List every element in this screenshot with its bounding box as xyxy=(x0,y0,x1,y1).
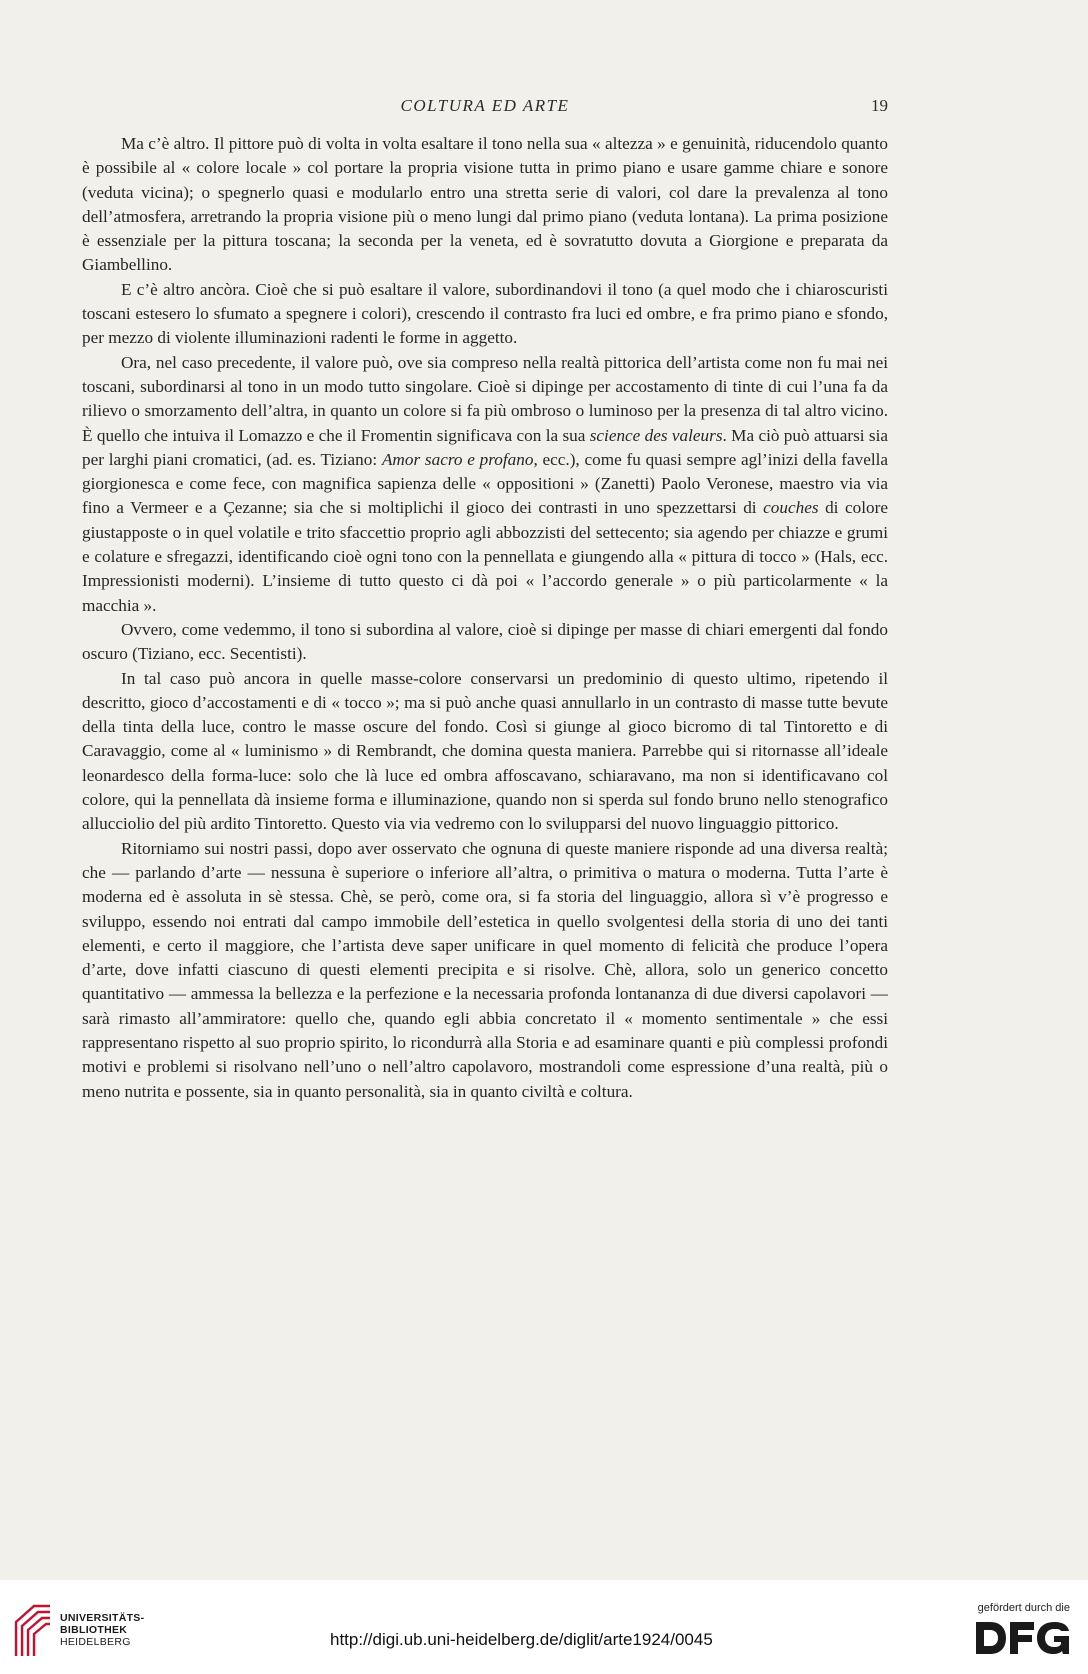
dfg-logo-icon[interactable] xyxy=(974,1620,1070,1656)
text-run: di colore giustapposte o in quel volatile e trito sfaccettio proprio agli abbozzisti del settecento; sia agendo per chiazze e grumi e colature e sfregazzi, identificando cioè ogni tono con la pennellata e giungendo alla « pittura di tocco » (Hals, ecc. Impressionisti moderni). L’insieme di tutto questo ci dà poi « l’accordo generale » o più particolarmente « la macchia ». xyxy=(82,498,888,615)
source-url-link[interactable]: http://digi.ub.uni-heidelberg.de/diglit/arte1924/0045 xyxy=(330,1630,713,1649)
text-run: . Ma ciò può attuarsi sia per larghi piani cromatici, (ad. es. Tiziano: xyxy=(82,425,888,469)
library-line-2: BIBLIOTHEK xyxy=(60,1624,128,1636)
funder-block xyxy=(950,1602,1070,1656)
funder-caption: gefördert durch die xyxy=(977,1602,1070,1614)
paragraph xyxy=(82,351,888,618)
paragraph xyxy=(82,278,888,351)
library-line-1: UNIVERSITÄTS- xyxy=(60,1612,145,1624)
paragraph xyxy=(82,667,888,837)
italic-text: Amor sacro e profano xyxy=(381,449,534,469)
italic-text: couches xyxy=(763,498,819,518)
text-run: , ecc.), come fu quasi sempre agl’inizi della favella giorgionesca e come fece, con magnifica sapienza delle « oppositioni » (Zanetti) Paolo Veronese, maestro via via fino a Vermeer e a Çezanne; sia che si moltiplichi il gioco dei contrasti in uno spezzettarsi di xyxy=(82,449,889,518)
text-run: In tal caso può ancora in quelle masse-colore conservarsi un predominio di questo ultimo, ripetendo il descritto, gioco d’accostamenti e di « tocco »; ma si può anche quasi annullarlo in un contrasto di masse tutte bevute della tinta della luce, contro le masse oscure del fondo. Così si giunge al gioco bicromo di tal Tintoretto e di Caravaggio, come al « luminismo » di Rembrandt, che domina questa maniera. Parrebbe qui si ritornasse all’ideale leonardesco della forma-luce: solo che là luce ed ombra affoscavano, schiaravano, ma non si identificavano col colore, qui la pennellata dà insieme forma e illuminazione, quando non si sperda sul fondo bruno nello stenografico allucciolio del più ardito Tintoretto. Questo via via vedremo con lo svilupparsi del nuovo linguaggio pittorico. xyxy=(82,668,888,834)
page-number: 19 xyxy=(871,96,888,115)
text-run: E c’è altro ancòra. Cioè che si può esaltare il valore, subordinandovi il tono (a quel modo che i chiaroscuristi toscani estesero lo sfumato a spegnere i colori), crescendo il contrasto fra luci ed ombre, e fra primo piano e sfondo, per mezzo di violente illuminazioni radenti le forme in aggetto. xyxy=(82,279,888,348)
library-line-3: HEIDELBERG xyxy=(60,1636,131,1648)
running-title: COLTURA ED ARTE xyxy=(400,96,570,115)
body-text xyxy=(82,132,888,1104)
text-run: Ovvero, come vedemmo, il tono si subordina al valore, cioè si dipinge per masse di chiari emergenti dal fondo oscuro (Tiziano, ecc. Secentisti). xyxy=(82,619,888,664)
page-header xyxy=(82,96,888,120)
italic-text: science des valeurs xyxy=(589,425,723,445)
footer xyxy=(0,1580,1088,1674)
ub-heidelberg-logo-icon xyxy=(12,1600,54,1658)
paragraph xyxy=(82,618,888,667)
text-run: Ora, nel caso precedente, il valore può, ove sia compreso nella realtà pittorica dell’artista come non fu mai nei toscani, subordinarsi al tono in un modo tutto singolare. Cioè si dipinge per accostamento di tinte di cui l’una fa da rilievo o smorzamento dell’altra, in quanto un colore si fa più ombroso o luminoso per la presenza di tal altro vicino. È quello che intuiva il Lomazzo e che il Fromentin significava con la sua xyxy=(82,352,888,445)
text-run: Ma c’è altro. Il pittore può di volta in volta esaltare il tono nella sua « altezza » e genuinità, riducendolo quanto è possibile al « colore locale » col portare la propria visione tutta in primo piano e usare gamme chiare e sonore (veduta vicina); o spegnerlo quasi e modularlo entro una stretta serie di valori, col dare la prevalenza al tono dell’atmosfera, arretrando la propria visione più o meno lungi dal primo piano (veduta lontana). La prima posizione è essenziale per la pittura toscana; la seconda per la veneta, ed è sovratutto dovuta a Giorgione e preparata da Giambellino. xyxy=(82,134,888,275)
library-name xyxy=(60,1612,144,1648)
paragraph xyxy=(82,837,888,1104)
text-run: Ritorniamo sui nostri passi, dopo aver osservato che ognuna di queste maniere risponde ad una diversa realtà; che — parlando d’arte — nessuna è superiore o inferiore all’altra, o primitiva o matura o moderna. Tutta l’arte è moderna ed è assoluta in sè stessa. Chè, se però, come ora, si fa storia del linguaggio, allora sì v’è progresso e sviluppo, essendo noi entrati dal campo immobile dell’estetica in quello svolgentesi della storia di uno dei tanti elementi, e certo il maggiore, che l’artista deve saper unificare in quel momento di felicità che produce l’opera d’arte, dove infatti ciascuno di questi elementi precipita e si risolve. Chè, allora, solo un generico concetto quantitativo — ammessa la bellezza e la perfezione e la necessaria profonda lontananza di due diversi capolavori — sarà rimasto all’ammiratore: quello che, quando egli abbia concretato il « momento sentimentale » che essi rappresentano rispetto al suo proprio spirito, lo ricondurrà alla Storia e ad esaminare quanti e più complessi profondi motivi e problemi si risolvano nell’uno o nell’altro capolavoro, mostrandoli come espressione d’una realtà, più o meno nutrita e possente, sia in quanto personalità, sia in quanto civiltà e coltura. xyxy=(82,838,888,1101)
paragraph xyxy=(82,132,888,278)
library-logo[interactable] xyxy=(12,1600,172,1660)
